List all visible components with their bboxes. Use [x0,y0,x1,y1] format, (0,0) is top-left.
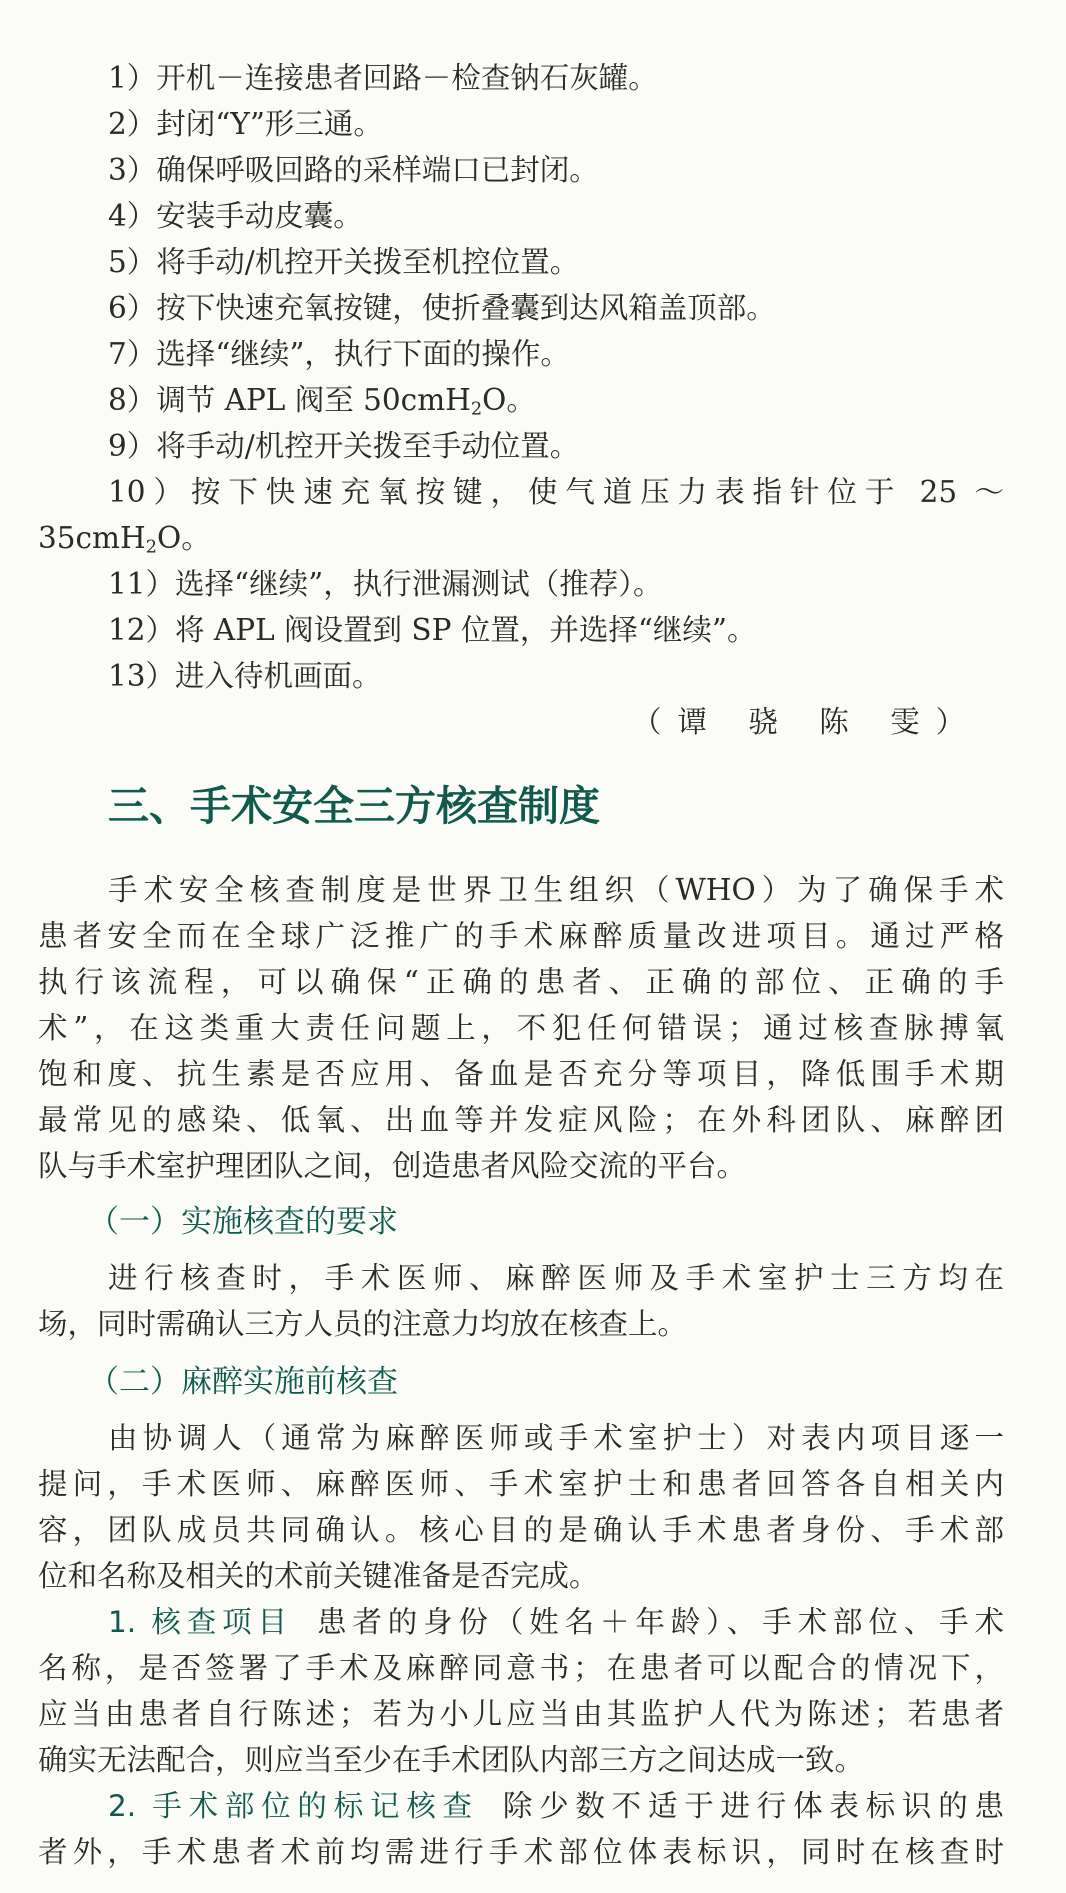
subsection-title: （一）实施核查的要求 [88,1204,398,1240]
author-credit: （谭 骁 陈 雯） [632,705,982,739]
paragraph-line: 执行该流程，可以确保“正确的患者、正确的部位、正确的手 [38,965,1004,999]
step-item [38,378,1004,422]
paragraph-line: 由协调人（通常为麻醉医师或手术室护士）对表内项目逐一 [108,1421,1004,1455]
step-item: 3）确保呼吸回路的采样端口已封闭。 [108,153,599,187]
step-text: 8）调节 APL 阀至 50cmH [108,383,471,417]
paragraph-line: 应当由患者自行陈述；若为小儿应当由其监护人代为陈述；若患者 [38,1697,1004,1731]
step-text: O。 [482,383,536,417]
step-item: 6）按下快速充氧按键，使折叠囊到达风箱盖顶部。 [108,291,776,325]
item-lead: 1. 核查项目 [108,1605,293,1639]
step-item: 5）将手动/机控开关拨至机控位置。 [108,245,580,279]
step-text: O。 [157,521,211,555]
paragraph-line: 术”，在这类重大责任问题上，不犯任何错误；通过核查脉搏氧 [38,1011,1004,1045]
step-item: 4）安装手动皮囊。 [108,199,363,233]
subscript: 2 [470,399,483,420]
paragraph-line: 提问，手术医师、麻醉医师、手术室护士和患者回答各自相关内 [38,1467,1004,1501]
paragraph-line: 场，同时需确认三方人员的注意力均放在核查上。 [38,1307,688,1341]
section-title: 三、手术安全三方核查制度 [108,782,600,830]
paragraph-line: 手术安全核查制度是世界卫生组织（WHO）为了确保手术 [108,873,1004,907]
paragraph-line: 队与手术室护理团队之间，创造患者风险交流的平台。 [38,1149,747,1183]
step-item: 11）选择“继续”，执行泄漏测试（推荐）。 [108,567,663,601]
item-text: 除少数不适于进行体表标识的患 [502,1789,1004,1823]
paragraph-line: 进行核查时，手术医师、麻醉医师及手术室护士三方均在 [108,1261,1004,1295]
paragraph-line: 容，团队成员共同确认。核心目的是确认手术患者身份、手术部 [38,1513,1004,1547]
paragraph-line [38,1784,1004,1828]
paragraph-line: 最常见的感染、低氧、出血等并发症风险；在外科团队、麻醉团 [38,1103,1004,1137]
paragraph-line: 确实无法配合，则应当至少在手术团队内部三方之间达成一致。 [38,1743,865,1777]
paragraph-line: 饱和度、抗生素是否应用、备血是否充分等项目，降低围手术期 [38,1057,1004,1091]
subsection-title: （二）麻醉实施前核查 [88,1364,398,1400]
step-item: 12）将 APL 阀设置到 SP 位置，并选择“继续”。 [108,613,757,647]
step-item: 7）选择“继续”，执行下面的操作。 [108,337,570,371]
step-item: 9）将手动/机控开关拨至手动位置。 [108,429,580,463]
item-text: 患者的身份（姓名＋年龄）、手术部位、手术 [316,1605,1004,1639]
step-item: 10）按下快速充氧按键，使气道压力表指针位于 25 ～ [108,475,1004,509]
step-item-continued [38,516,1004,560]
step-item: 1）开机－连接患者回路－检查钠石灰罐。 [108,61,658,95]
paragraph-line: 患者安全而在全球广泛推广的手术麻醉质量改进项目。通过严格 [38,919,1004,953]
paragraph-line [38,1600,1004,1644]
paragraph-line: 位和名称及相关的术前关键准备是否完成。 [38,1559,599,1593]
paragraph-line: 者外，手术患者术前均需进行手术部位体表标识，同时在核查时 [38,1835,1004,1869]
item-lead: 2. 手术部位的标记核查 [108,1789,479,1823]
step-item: 2）封闭“Y”形三通。 [108,107,383,141]
step-item: 13）进入待机画面。 [108,659,382,693]
subscript: 2 [145,537,158,558]
paragraph-line: 名称，是否签署了手术及麻醉同意书；在患者可以配合的情况下， [38,1651,1004,1685]
step-text: 35cmH [38,521,146,555]
